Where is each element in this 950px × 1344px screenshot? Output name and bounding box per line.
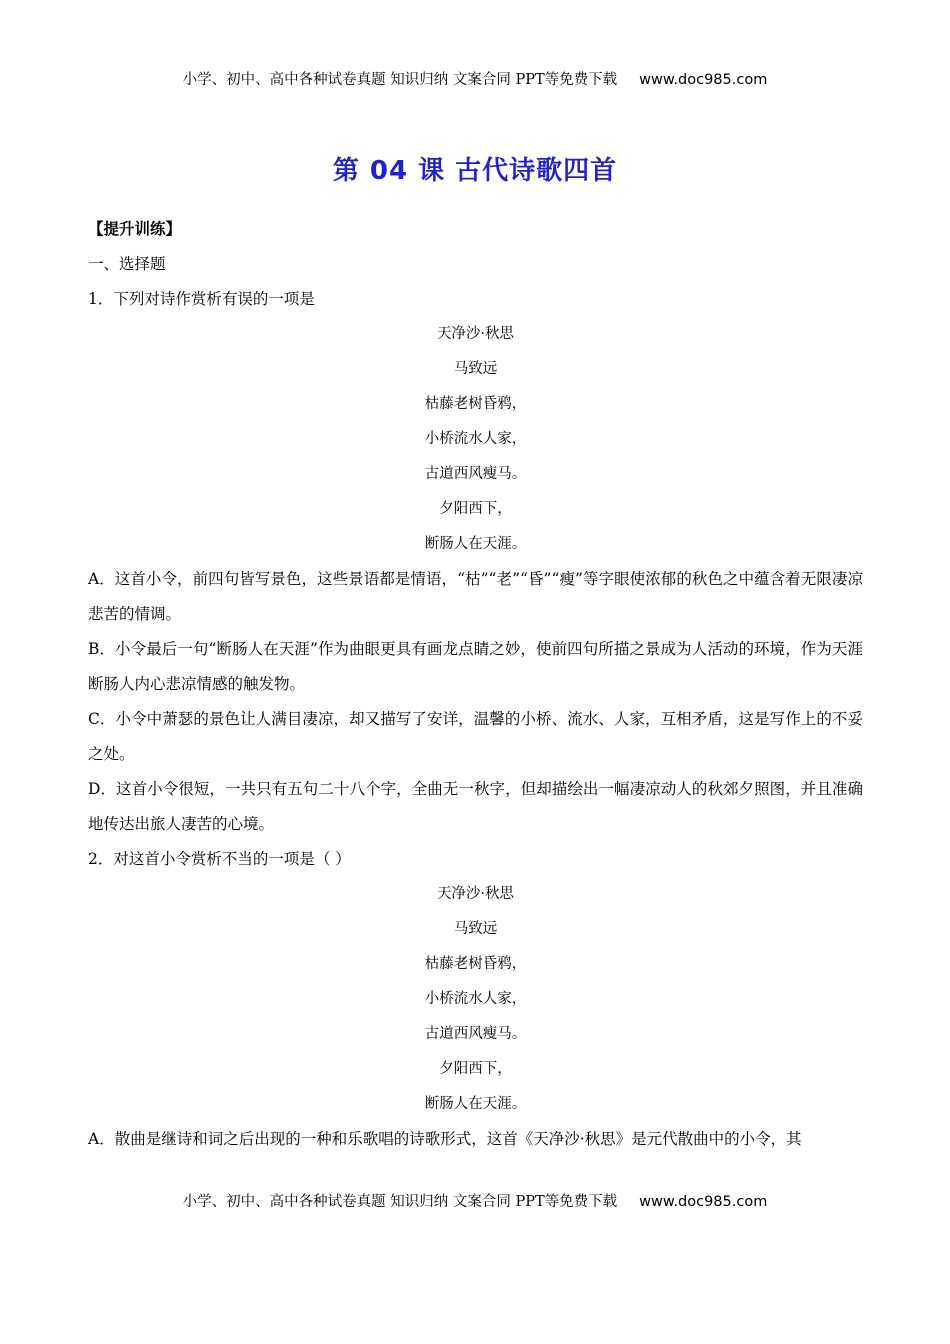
poem-line: 断肠人在天涯。 [424,536,527,552]
option-b: B．小令最后一句“断肠人在天涯”作为曲眼更具有画龙点睛之妙，使前四句所描之景成为人活动的环境，作为天涯断肠人内心悲凉情感的触发物。 [88,640,863,693]
header-url[interactable]: www.doc985.com [639,72,768,88]
option-a: A．散曲是继诗和词之后出现的一种和乐歌唱的诗歌形式，这首《天净沙·秋思》是元代散曲中的小令，其 [88,1130,802,1148]
document-body [88,212,863,1157]
poem-line: 夕阳西下， [439,1061,512,1077]
page-header [0,68,950,89]
option-a: A．这首小令，前四句皆写景色，这些景语都是情语，“枯”“老”“昏”“瘦”等字眼使浓郁的秋色之中蕴含着无限凄凉悲苦的情调。 [88,570,863,623]
page-footer [0,1190,950,1211]
poem-title: 天净沙·秋思 [436,326,515,342]
footer-url[interactable]: www.doc985.com [639,1194,768,1210]
question-2 [88,842,863,1157]
question-stem: 2．对这首小令赏析不当的一项是（ ） [88,850,351,868]
option-d: D．这首小令很短，一共只有五句二十八个字，全曲无一秋字，但却描绘出一幅凄凉动人的秋郊夕照图，并且准确地传达出旅人凄苦的心境。 [88,780,863,833]
poem-block [88,877,863,1122]
poem-line: 断肠人在天涯。 [424,1096,527,1112]
poem-line: 古道西风瘦马。 [424,1026,527,1042]
page-title: 第 04 课 古代诗歌四首 [332,156,618,186]
question-stem: 1．下列对诗作赏析有误的一项是 [88,290,315,308]
poem-line: 夕阳西下， [439,501,512,517]
part-heading: 一、选择题 [88,255,166,273]
poem-line: 小桥流水人家， [424,431,527,447]
poem-block [88,317,863,562]
section-label: 【提升训练】 [88,220,182,238]
poem-author: 马致远 [453,361,498,377]
poem-author: 马致远 [453,921,498,937]
poem-line: 小桥流水人家， [424,991,527,1007]
poem-line: 古道西风瘦马。 [424,466,527,482]
poem-line: 枯藤老树昏鸦， [424,956,527,972]
poem-title: 天净沙·秋思 [436,886,515,902]
question-1 [88,282,863,842]
footer-text: 小学、初中、高中各种试卷真题 知识归纳 文案合同 PPT等免费下载 [182,1194,618,1210]
header-text: 小学、初中、高中各种试卷真题 知识归纳 文案合同 PPT等免费下载 [182,72,618,88]
poem-line: 枯藤老树昏鸦， [424,396,527,412]
option-c: C．小令中萧瑟的景色让人满目凄凉，却又描写了安详，温馨的小桥、流水、人家，互相矛盾，这是写作上的不妥之处。 [88,710,863,763]
